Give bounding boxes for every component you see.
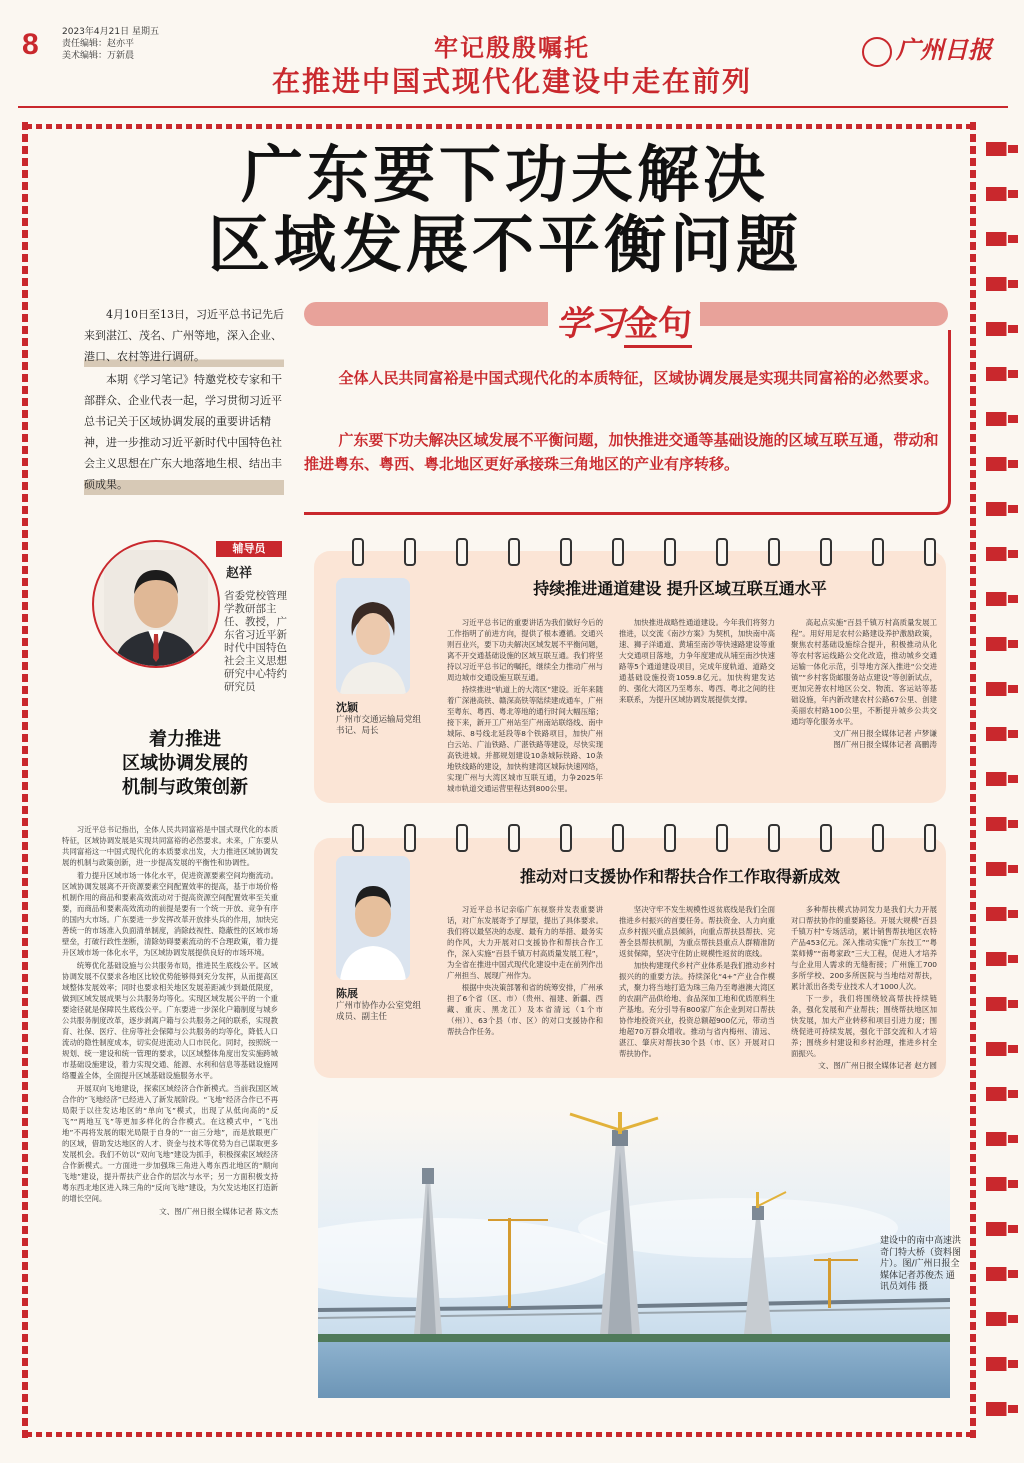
- binding-ring: [456, 538, 468, 566]
- column-paragraph: 着力提升区域市场一体化水平，促进资源要素空间均衡流动。区域协调发展离不开资源要素空间配置效率的提高，基于市场价格机制作用的商品和要素高效流动对于提高资源空间配置效率至关重要，而商品和要素高效流动的前提是要有一个统一开放、竞争有序的国内大市场。广东要进一步发挥改革开放排头兵的作用，加快完善统一的市场准入负面清单制度，消除歧视性、隐蔽性的区域市场壁垒，打破行政性垄断，清除妨碍要素流动的不合理政策，着力提升区域市场一体化水平，为区域协调发展提供良好的市场环境。: [62, 871, 278, 957]
- binding-ring: [872, 538, 884, 566]
- column-headline-line3: 机制与政策创新: [122, 777, 248, 798]
- photo-caption: 建设中的南中高速洪奇门特大桥（资料图片）。图/广州日报全媒体记者苏俊杰 通讯员刘伟 摄: [880, 1236, 962, 1292]
- card1-byline-text: 文/广州日报全媒体记者 卢梦谦: [833, 729, 937, 738]
- bridge-photo: [318, 1108, 950, 1398]
- edge-tab: [986, 1402, 1020, 1416]
- card2-column-2: [619, 904, 775, 1060]
- edge-tab: [986, 997, 1020, 1011]
- binding-ring: [664, 824, 676, 852]
- card2-paragraph: 根据中央决策部署和省的统筹安排，广州承担了6个省（区、市）（贵州、福建、新疆、西藏、重庆、黑龙江）及本省清远（1个市（州））、63个县（市、区）的对口支援协作和帮扶合作任务。: [447, 983, 603, 1036]
- binding-ring: [872, 824, 884, 852]
- quote-logo-golden: 金句: [624, 296, 692, 348]
- logo-text: 广州日报: [896, 35, 992, 64]
- card2-person-portrait: [336, 856, 410, 980]
- binding-ring: [352, 824, 364, 852]
- edge-tab: [986, 277, 1020, 291]
- card2-person-name: 陈展: [336, 987, 358, 1000]
- binding-ring: [820, 538, 832, 566]
- binding-ring: [924, 538, 936, 566]
- page-number: 8: [22, 28, 39, 61]
- binding-ring: [404, 538, 416, 566]
- edge-tab: [986, 772, 1020, 786]
- card2-column-3: [791, 904, 937, 1071]
- edge-tab: [986, 952, 1020, 966]
- header-rule: [18, 106, 1008, 108]
- binding-ring: [768, 538, 780, 566]
- columnist-tag: 辅导员: [216, 541, 282, 557]
- binding-ring: [612, 538, 624, 566]
- card2-person-role: 广州市协作办公室党组成员、副主任: [336, 1001, 422, 1022]
- binding-ring: [664, 538, 676, 566]
- bridge-illustration: [318, 1108, 950, 1398]
- edge-tab: [986, 592, 1020, 606]
- binding-ring: [560, 538, 572, 566]
- card2-byline: 文、图/广州日报全媒体记者 赵方圆: [818, 1061, 937, 1070]
- card1-byline-photo: 图/广州日报全媒体记者 高鹏涛: [833, 740, 937, 749]
- edge-tab: [986, 1087, 1020, 1101]
- card2-person-photo: [336, 856, 410, 980]
- edge-tab: [986, 817, 1020, 831]
- main-headline: [40, 140, 970, 280]
- edge-tab: [986, 232, 1020, 246]
- binding-ring: [456, 824, 468, 852]
- columnist-description: 省委党校管理学教研部主任、教授，广东省习近平新时代中国特色社会主义思想研究中心特约研究员: [224, 590, 287, 693]
- edge-tab: [986, 187, 1020, 201]
- card1-title: 持续推进通道建设 提升区域互联互通水平: [533, 579, 827, 598]
- card1-person-name: 沈颖: [336, 701, 358, 714]
- card1-person-portrait: [336, 578, 410, 694]
- card2-paragraph: 习近平总书记亲临广东视察并发表重要讲话，对广东发展寄予了厚望，提出了具体要求。我们将以最坚决的态度、最有力的举措、最务实的作风，大力开展对口支援协作和帮扶合作工作，深入实施“百县千镇万村高质量发展工程”，为全省在推进中国式现代化建设中走在前列作出广州担当、展现广州作为。: [447, 905, 603, 980]
- card1-paragraph: 习近平总书记的重要讲话为我们做好今后的工作指明了前进方向，提供了根本遵循。交通兴则百业兴，要下功夫解决区域发展不平衡问题，离不开交通基础设施的区域互联互通。我们将坚持以习近平总书记的嘱托，继续全力推动广州与周边城市交通设施互联互通。: [447, 618, 603, 682]
- intro-paragraph: 4月10日至13日，习近平总书记先后来到湛江、茂名、广州等地，深入企业、港口、农村等进行调研。: [84, 304, 284, 367]
- edge-tabs: [986, 142, 1020, 1447]
- binding-ring: [352, 538, 364, 566]
- binding-ring: [716, 538, 728, 566]
- edition-date: 2023年4月21日 星期五: [62, 27, 159, 37]
- golden-quote-1: 全体人民共同富裕是中国式现代化的本质特征，区域协调发展是实现共同富裕的必然要求。: [338, 369, 939, 387]
- binding-ring: [768, 824, 780, 852]
- binding-ring: [508, 824, 520, 852]
- intro-text: [84, 304, 284, 497]
- section-title-line2: 在推进中国式现代化建设中走在前列: [271, 65, 752, 98]
- edge-tab: [986, 547, 1020, 561]
- edge-tab: [986, 637, 1020, 651]
- edition-designer: 美术编辑：万新晨: [62, 51, 135, 61]
- card2-paragraph: 多种帮扶模式协同发力是我们大力开展对口帮扶协作的重要路径。开展大规模“百县千镇万村”专场活动，累计销售帮扶地区农特产品453亿元。深入推动实施“广东技工”“粤菜师傅”“南粤家政”三大工程，促进人才培养与企业用人需求的无缝衔接；广州施工700多所学校、200多所医院与当地结对帮扶，累计派出各类专业技术人才1000人次。: [791, 905, 937, 991]
- card1-column-2: [619, 617, 775, 706]
- golden-quote-2: 广东要下功夫解决区域发展不平衡问题，加快推进交通等基础设施的区域互联互通，带动和推进粤东、粤西、粤北地区更好承接珠三角地区的产业有序转移。: [304, 431, 939, 473]
- card2-binding-rings: [340, 824, 940, 848]
- main-headline-line1: 广东要下功夫解决: [240, 138, 769, 211]
- edge-tab: [986, 412, 1020, 426]
- card1-paragraph: 高起点实施“百县千镇万村高质量发展工程”。用好用足农村公路建设养护激励政策，聚焦农村基础设施综合提升，积极推动从化等农村客运线路公交化改造，推动城乡交通运输一体化示范，引导地方深入推进“公交进镇”“乡村客货邮服务站点建设”等创新试点，更加完善农村地区公交、物流、客运站等基础设施，年内新改建农村公路67公里、创建美丽农村路100公里，不断提升城乡公共交通均等化服务水平。: [791, 618, 937, 726]
- card1-binding-rings: [340, 538, 940, 562]
- card1-person-photo: [336, 578, 410, 694]
- edge-tab: [986, 367, 1020, 381]
- edge-tab: [986, 682, 1020, 696]
- newspaper-logo: [862, 30, 992, 67]
- card1-column-1: [447, 617, 603, 795]
- card2-title: 推动对口支援协作和帮扶合作工作取得新成效: [519, 867, 840, 886]
- column-body: [62, 824, 278, 1217]
- edge-tab: [986, 1312, 1020, 1326]
- frame-right-dash: [970, 122, 976, 1440]
- column-paragraph: 统筹优化基础设施与公共服务布局，推进民生底线公平。区域协调发展不仅要求各地区比较优势能够得到充分发挥，从而提高区域整体发展效率；同时也要求相关地区发展差距减少到最低限度，做到区域发展成果与公共服务均等化。实现区域发展公平的一个重要途径就是保障民生底线公平。广东要进一步深化户籍制度与城乡公共服务制度改革，逐步剥离户籍与公共服务之间的联系，实现教育、社保、医疗、住房等社会保障与公共服务的均等化，降低人口流动的隐性制度成本，切实促进流动人口市民化。同时，按照统一规划、统一建设和统一管理的要求，以区域整体角度出发实施跨城市基础设施建设，着力实现交通、能源、水利和信息等基础设施网络覆盖全体，全面提升区域基础设施服务水平。: [62, 961, 278, 1080]
- binding-ring: [924, 824, 936, 852]
- column-headline: [90, 728, 280, 800]
- edge-tab: [986, 907, 1020, 921]
- edge-tab: [986, 1177, 1020, 1191]
- edition-editor: 责任编辑：赵亦平: [62, 39, 135, 49]
- card2-paragraph: 下一步，我们将围绕较高帮扶持续链条，强化发展和产业帮扶；围绕帮扶地区加快发展，加大产业转移和项目引进力度；围绕促进可持续发展，强化干部交流和人才培养；围绕乡村建设和乡村治理，推进乡村全面振兴。: [791, 994, 937, 1058]
- column-headline-line1: 着力推进: [149, 729, 221, 750]
- edge-tab: [986, 1357, 1020, 1371]
- edge-tab: [986, 862, 1020, 876]
- column-paragraph: 开展双向飞地建设，探索区域经济合作新模式。当前我国区域合作的“飞地经济”已经进入了新发展阶段。“飞地”经济合作已不再局限于以往发达地区的“单向飞”模式，出现了从低向高的“反飞”“两地互飞”等更加多样化的合作模式。在这模式中，“飞出地”不再将发展的眼光局限于自身的“一亩三分地”，而是放眼更广的区域，借助发达地区的人才、资金与技术等优势为自己谋取更多发展机会。我们不妨以“双向飞地”建设为抓手，积极探索区域经济合作新模式。一方面进一步加强珠三角进入粤东西北地区的“顺向飞地”建设，提升帮扶产业合作的层次与水平；另一方面积极支持粤东西北地区进入珠三角的“反向飞地”建设，为欠发达地区打造新的增长空间。: [62, 1084, 278, 1203]
- card1-paragraph: 持续推进“轨道上的大湾区”建设。近年来随着广深港高铁、赣深高铁等陆续建成通车，广州至粤东、粤西、粤北等地的通行时间大幅压缩；接下来，新开工广州站至广州南站联络线、南中城际、8号线北延段等8个铁路项目，加快广州白云站、广汕铁路、广湛铁路等建设，尽快实现高铁进城。并都规划建设10条城际铁路、10条地铁线路的建设，加快构建湾区城际快速网络，实现广州与大湾区城市互联互通，力争2025年城市轨道交通运营里程达到800公里。: [447, 685, 603, 793]
- binding-ring: [508, 538, 520, 566]
- logo-icon: [862, 37, 892, 67]
- edge-tab: [986, 457, 1020, 471]
- column-paragraph: 习近平总书记指出，全体人民共同富裕是中国式现代化的本质特征，区域协调发展是实现共同富裕的必然要求。未来，广东要从共同富裕这一中国式现代化的本质要求出发，大力推进区域协调发展的机制与政策创新，进一步提高发展的平衡性和协调性。: [62, 825, 278, 867]
- binding-ring: [560, 824, 572, 852]
- edge-tab: [986, 1132, 1020, 1146]
- edge-tab: [986, 142, 1020, 156]
- column-headline-line2: 区域协调发展的: [122, 753, 248, 774]
- columnist-name: 赵祥: [226, 566, 253, 581]
- edge-tab: [986, 322, 1020, 336]
- edge-tab: [986, 1042, 1020, 1056]
- card2-column-1: [447, 904, 603, 1038]
- card2-paragraph: 加快构建现代乡村产业体系是我们推动乡村振兴的的重要方法。持续深化“4+”产业合作模式，聚力将当地打造为珠三角乃至粤港澳大湾区的农副产品供给地、食品深加工地和优质原料生产基地。充分引导有800家广东企业到对口帮扶协作地投资兴业，投资总额超900亿元，带动当地超70万群众增收。推动与省内梅州、清远、湛江、肇庆对帮扶30个县（市、区）开展对口帮扶协作。: [619, 961, 775, 1058]
- quote-box-border: [304, 330, 951, 515]
- binding-ring: [820, 824, 832, 852]
- edge-tab: [986, 1267, 1020, 1281]
- card1-person-role: 广州市交通运输局党组书记、局长: [336, 715, 422, 736]
- intro-paragraph: 本期《学习笔记》特邀党校专家和干部群众、企业代表一起，学习贯彻习近平总书记关于区域协调发展的重要讲话精神，进一步推动习近平新时代中国特色社会主义思想在广东大地落地生根、结出丰硕成果。: [84, 369, 284, 495]
- columnist-portrait: [104, 550, 208, 666]
- frame-left-dash: [22, 122, 28, 1440]
- column-byline: 文、图/广州日报全媒体记者 陈文杰: [159, 1207, 278, 1216]
- quote-logo-study: 学习: [556, 304, 624, 344]
- card1-paragraph: 加快推进战略性通道建设。今年我们将努力推进，以交流《南沙方案》为契机，加快南中高速、狮子洋通道、黄埔至南沙等快速路建设等重大交通项目落地，力争年度建成从埔至南沙快速路等5个通道建设项目，完成年度轨道、道路交通基础设施投资1059.8亿元。加快构建发达的、强化大湾区乃至粤东、粤西、粤北之间的往来联系，为提升区域协调发展提供支撑。: [619, 618, 775, 704]
- main-headline-line2: 区域发展不平衡问题: [207, 208, 802, 281]
- edge-tab: [986, 1222, 1020, 1236]
- section-title-line1: 牢记殷殷嘱托: [434, 33, 590, 62]
- binding-ring: [716, 824, 728, 852]
- edge-tab: [986, 727, 1020, 741]
- edge-tab: [986, 502, 1020, 516]
- binding-ring: [404, 824, 416, 852]
- card1-column-3: [791, 617, 937, 750]
- binding-ring: [612, 824, 624, 852]
- columnist-avatar: [92, 540, 220, 668]
- card2-paragraph: 坚决守牢不发生规模性返贫底线是我们全面推进乡村振兴的首要任务。帮扶资金、人力向重点乡村振兴重点县倾斜，向重点帮扶县帮扶、完善全县帮扶机制，为重点帮扶县重点人群精准防返贫保障，坚决守住防止规模性返贫的底线。: [619, 905, 775, 958]
